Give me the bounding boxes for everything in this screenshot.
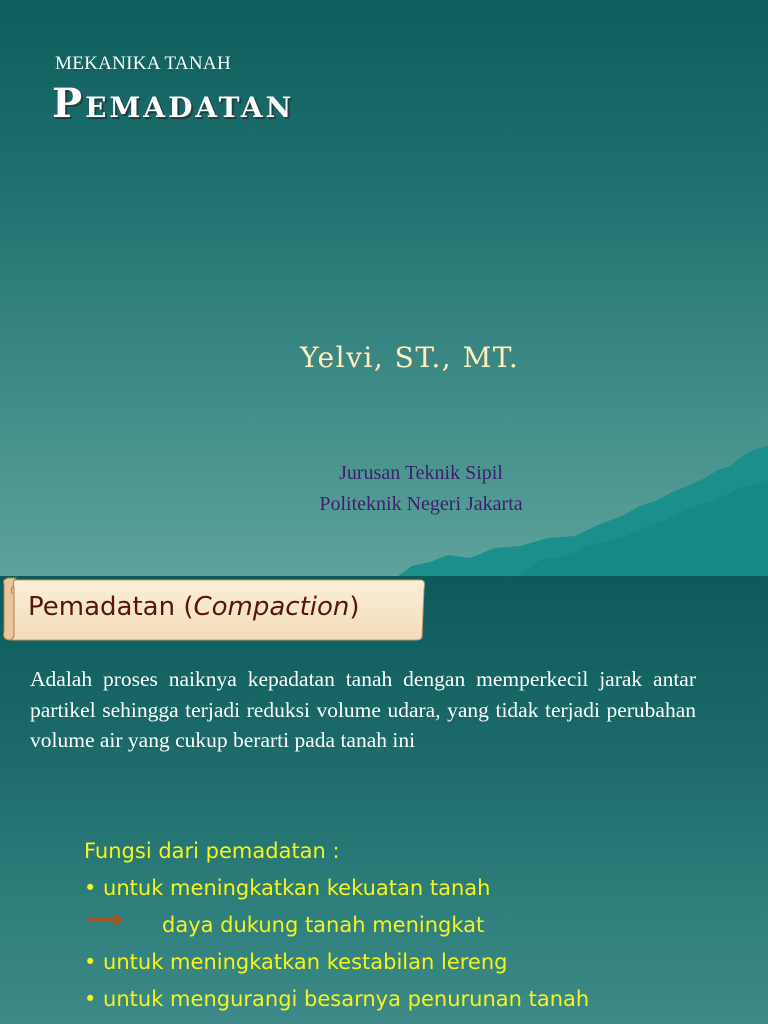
course-label: MEKANIKA TANAH (55, 53, 231, 74)
list-item-sub: daya dukung tanah meningkat (162, 913, 485, 937)
heading-suffix: ) (349, 592, 360, 622)
content-slide (0, 576, 768, 1024)
heading-prefix: Pemadatan ( (28, 592, 194, 622)
list-item: • untuk meningkatkan kestabilan lereng (84, 950, 508, 974)
heading-italic-term: Compaction (193, 592, 350, 622)
slide-heading (28, 592, 360, 622)
list-item: • untuk mengurangi besarnya penurunan tanah (84, 987, 590, 1011)
definition-paragraph: Adalah proses naiknya kepadatan tanah dengan memperkecil jarak antar partikel sehingga terjadi reduksi volume udara, yang tidak terjadi perubahan volume air yang cukup berarti pada tanah ini (30, 667, 696, 752)
institution: Politeknik Negeri Jakarta (319, 493, 523, 515)
heading-scroll-banner (2, 576, 426, 642)
right-arrow-icon (88, 914, 126, 926)
author-name: Yelvi, ST., MT. (300, 341, 520, 374)
slide-title: Pemadatan (52, 80, 295, 127)
affiliation (290, 458, 552, 520)
department: Jurusan Teknik Sipil (339, 462, 503, 484)
list-item: • untuk meningkatkan kekuatan tanah (84, 876, 491, 900)
functions-title: Fungsi dari pemadatan : (84, 839, 340, 863)
